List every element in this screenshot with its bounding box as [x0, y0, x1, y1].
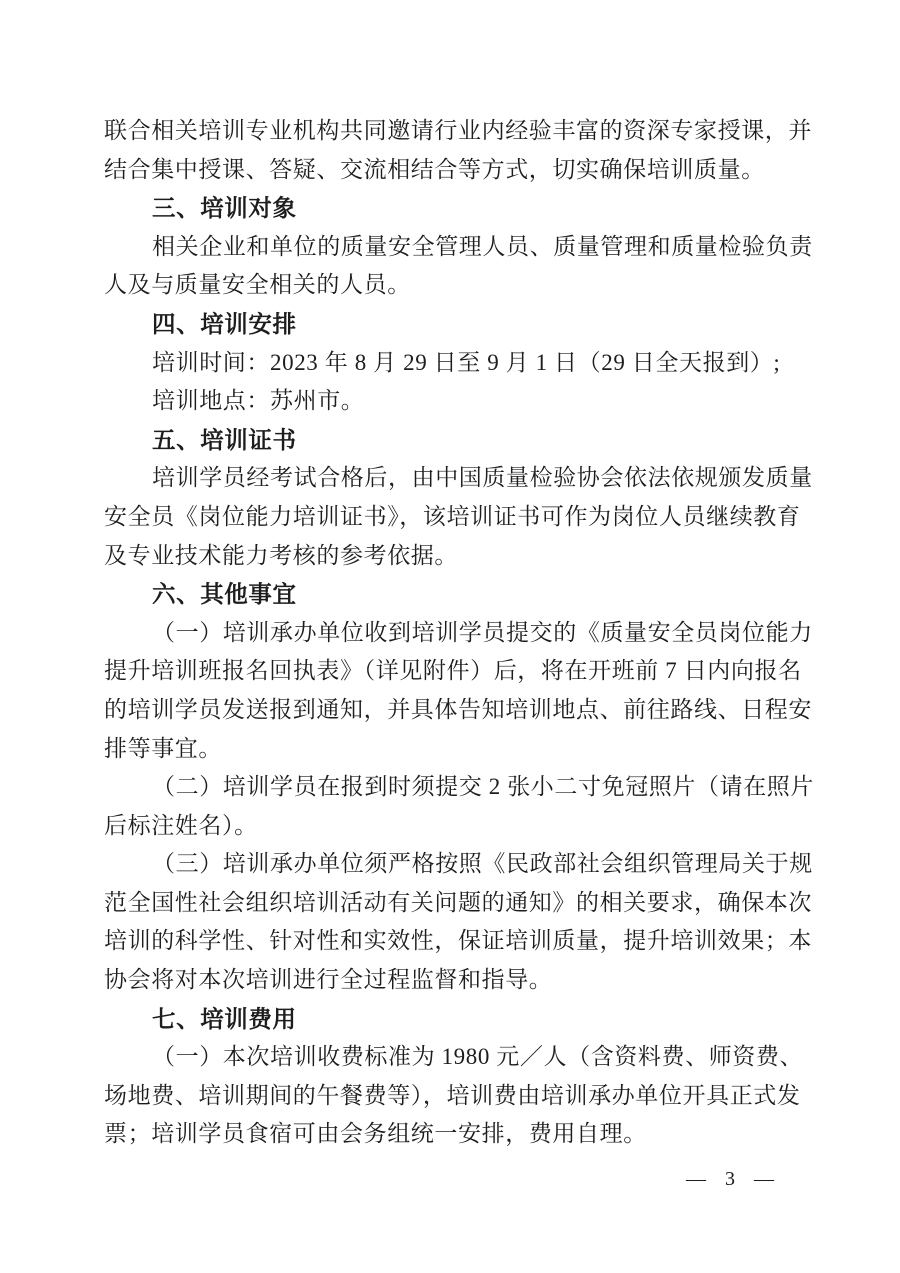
document-line: 排等事宜。	[104, 735, 222, 761]
page-footer	[0, 1168, 900, 1198]
document-line: 及专业技术能力考核的参考依据。	[104, 542, 458, 568]
document-line: （二）培训学员在报到时须提交 2 张小二寸免冠照片（请在照片	[152, 774, 814, 800]
document-line: （一）培训承办单位收到培训学员提交的《质量安全员岗位能力	[152, 619, 813, 645]
section-heading: 五、培训证书	[152, 426, 297, 453]
document-line: 提升培训班报名回执表》（详见附件）后，将在开班前 7 日内向报名	[104, 658, 802, 684]
section-heading: 六、其他事宜	[152, 581, 297, 608]
document-line: （三）培训承办单位须严格按照《民政部社会组织管理局关于规	[152, 851, 813, 877]
document-line: 后标注姓名）。	[104, 812, 258, 838]
document-line: 相关企业和单位的质量安全管理人员、质量管理和质量检验负责	[152, 233, 813, 259]
document-line: 培训学员经考试合格后，由中国质量检验协会依法依规颁发质量	[152, 465, 813, 491]
section-heading: 七、培训费用	[152, 1005, 297, 1032]
document-line: 联合相关培训专业机构共同邀请行业内经验丰富的资深专家授课，并	[104, 118, 812, 143]
document-line: 结合集中授课、答疑、交流相结合等方式，切实确保培训质量。	[104, 156, 765, 182]
section-heading: 四、培训安排	[152, 310, 297, 337]
document-line: 场地费、培训期间的午餐费等），培训费由培训承办单位开具正式发	[104, 1082, 801, 1108]
document-line: （一）本次培训收费标准为 1980 元／人（含资料费、师资费、	[152, 1044, 804, 1070]
document-line: 的培训学员发送报到通知，并具体告知培训地点、前往路线、日程安	[104, 696, 812, 722]
document-line: 协会将对本次培训进行全过程监督和指导。	[104, 967, 553, 993]
document-body	[104, 112, 814, 1154]
document-line: 安全员《岗位能力培训证书》，该培训证书可作为岗位人员继续教育	[104, 503, 801, 529]
document-line: 票；培训学员食宿可由会务组统一安排，费用自理。	[104, 1121, 647, 1147]
document-line: 人及与质量安全相关的人员。	[104, 272, 411, 298]
page-number: — 3 —	[686, 1168, 781, 1190]
document-line: 培训时间：2023 年 8 月 29 日至 9 月 1 日（29 日全天报到）;	[152, 349, 781, 375]
section-heading: 三、培训对象	[152, 195, 297, 222]
document-line: 培训地点：苏州市。	[152, 388, 365, 414]
document-line: 范全国性社会组织培训活动有关问题的通知》的相关要求，确保本次	[104, 889, 812, 915]
document-line: 培训的科学性、针对性和实效性，保证培训质量，提升培训效果；本	[104, 928, 812, 954]
